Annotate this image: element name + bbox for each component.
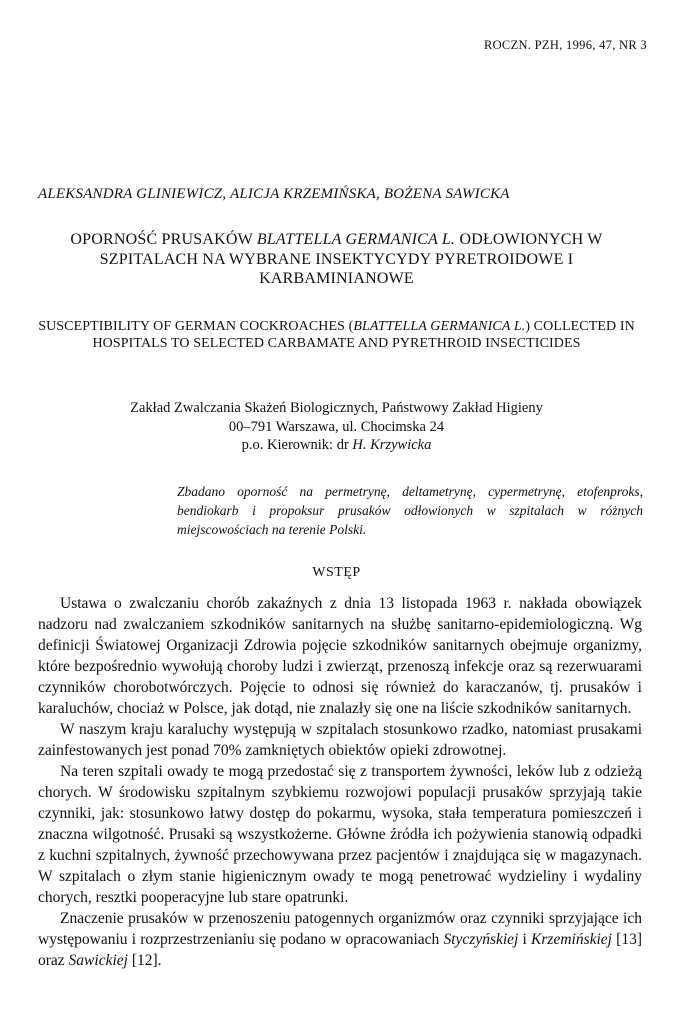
paragraph-4 (38, 908, 642, 971)
affiliation (30, 399, 643, 455)
title-polish-species: BLATTELLA GERMANICA L. (256, 231, 456, 248)
paragraph-3: Na teren szpitali owady te mogą przedostać się z transportem żywności, leków lub z odzieżą chorych. W środowisku szpitalnym szybkiemu rozwojowi populacji prusaków sprzyjają takie czynniki, jak: stosunkowo łatwy dostęp do pokarmu, wysoka, stała temperatura pomieszczeń i znaczna wilgotność. Prusaki są wszystkożerne. Główne źródła ich pożywienia stanowią odpadki z kuchni szpitalnych, żywność przechowywana przez pacjentów i znajdująca się w magazynach. W szpitalach o złym stanie higienicznym owady te mogą penetrować wydzieliny i wydaliny chorych, resztki pooperacyjne lub stare opatrunki. (38, 763, 642, 906)
title-english-pre: SUSCEPTIBILITY OF GERMAN COCKROACHES ( (38, 319, 354, 334)
affiliation-line-2: 00–791 Warszawa, ul. Chocimska 24 (228, 418, 445, 435)
journal-reference: ROCZN. PZH, 1996, 47, NR 3 (483, 38, 647, 52)
paragraph-4-text-b: i (522, 931, 527, 948)
body-text (38, 593, 642, 971)
title-polish-post: ODŁOWIONYCH W SZPITALACH NA WYBRANE INSEKTYCYDY PYRETROIDOWE I KARBAMINIANOWE (99, 231, 603, 287)
abstract: Zbadano oporność na permetrynę, deltametrynę, cypermetrynę, etofenproks, bendiokarb i propoksur prusaków odłowionych w szpitalach w różnych miejscowościach na terenie Polski. (177, 484, 643, 537)
authors: ALEKSANDRA GLINIEWICZ, ALICJA KRZEMIŃSKA, BOŻENA SAWICKA (38, 186, 510, 202)
citation-author-1: Styczyńskiej (443, 931, 519, 948)
citation-author-3: Sawickiej (68, 952, 128, 969)
citation-author-2: Krzemińskiej (531, 931, 612, 948)
section-heading: WSTĘP (312, 565, 361, 580)
title-english-post: ) COLLECTED IN HOSPITALS TO SELECTED CARBAMATE AND PYRETHROID INSECTICIDES (92, 319, 635, 351)
title-english-species: BLATTELLA GERMANICA L. (353, 319, 526, 334)
paragraph-4-text-d: [12]. (131, 952, 162, 969)
paragraph-4-text-c: [13] oraz (38, 931, 642, 969)
affiliation-head-label: p.o. Kierownik: dr (241, 437, 349, 453)
title-polish-pre: OPORNOŚĆ PRUSAKÓW (70, 231, 253, 248)
paragraph-4-text-a: Znaczenie prusaków w przenoszeniu patogennych organizmów oraz czynniki sprzyjające ich występowaniu i rozprzestrzenianiu się podano w opracowaniach (38, 910, 642, 948)
title-polish (30, 230, 643, 289)
paragraph-2: W naszym kraju karaluchy występują w szpitalach stosunkowo rzadko, natomiast prusakami zainfestowanych jest ponad 70% zamkniętych obiektów opieki zdrowotnej. (38, 721, 642, 759)
affiliation-head-name: H. Krzywicka (352, 437, 432, 453)
affiliation-line-1: Zakład Zwalczania Skażeń Biologicznych, Państwowy Zakład Higieny (130, 400, 543, 416)
title-english (30, 318, 643, 352)
paragraph-1: Ustawa o zwalczaniu chorób zakaźnych z dnia 13 listopada 1963 r. nakłada obowiązek nadzoru nad zwalczaniem szkodników sanitarnych na służbę sanitarno-epidemiologiczną. Wg definicji Światowej Organizacji Zdrowia pojęcie szkodników sanitarnych obejmuje organizmy, które bezpośrednio wywołują choroby ludzi i zwierząt, przenoszą infekcje oraz są rezerwuarami czynników chorobotwórczych. Pojęcie to odnosi się również do karaczanów, tj. prusaków i karaluchów, chociaż w Polsce, jak dotąd, nie znalazły się one na liście szkodników sanitarnych. (38, 595, 642, 717)
affiliation-line-3 (30, 436, 643, 455)
